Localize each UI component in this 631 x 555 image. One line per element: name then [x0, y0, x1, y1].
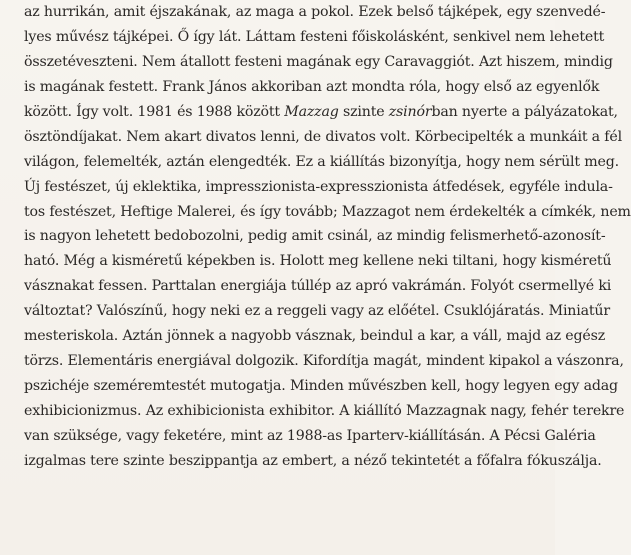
text-segment: között. Így volt. 1981 és 1988 között [24, 103, 285, 120]
text-segment: mesteriskola. Aztán jönnek a nagyobb vásznak, beindul a kar, a váll, majd az egész [24, 328, 605, 345]
text-segment: lyes művész tájképei. Ő így lát. Láttam festeni főiskolásként, senkivel nem lehetett [24, 28, 605, 45]
text-line [24, 399, 625, 424]
text-line [24, 349, 624, 374]
text-segment: szinte [338, 103, 389, 120]
text-line [24, 125, 622, 150]
text-segment: ösztöndíjakat. Nem akart divatos lenni, de divatos volt. Körbecipelték a munkáit a fél [24, 128, 622, 145]
text-line [24, 249, 612, 274]
text-line [24, 50, 613, 75]
text-line [24, 299, 610, 324]
text-segment: ható. Még a kisméretű képekben is. Holott meg kellene neki tiltani, hogy kisméretű [24, 253, 612, 270]
italic-text: Mazzag [284, 103, 339, 120]
text-line [24, 175, 613, 200]
text-line [24, 75, 600, 100]
text-segment: vásznakat fessen. Parttalan energiája túllép az apró vakrámán. Folyót csermellyé ki [24, 278, 612, 295]
text-segment: változtat? Valószínű, hogy neki ez a reggeli vagy az előétel. Csuklójáratás. Miniatűr [24, 303, 610, 320]
text-line [24, 200, 631, 225]
text-line [24, 25, 605, 50]
text-line [24, 100, 618, 125]
text-segment: az hurrikán, amit éjszakának, az maga a pokol. Ezek belső tájképek, egy szenvedé- [24, 4, 606, 20]
text-segment: összetéveszteni. Nem átallott festeni magának egy Caravaggiót. Azt hiszem, mindig [24, 53, 613, 70]
text-segment: is magának festett. Frank János akkoriban azt mondta róla, hogy első az egyenlők [24, 78, 600, 95]
text-line [24, 274, 612, 299]
text-segment: exhibicionizmus. Az exhibicionista exhibitor. A kiállító Mazzagnak nagy, fehér terekre [24, 403, 625, 419]
text-segment: törzs. Elementáris energiával dolgozik. Kifordítja magát, mindent kipakol a vászonra, [24, 353, 624, 370]
text-line [24, 0, 606, 25]
text-line [24, 374, 618, 399]
body-text [24, 0, 631, 474]
text-line [24, 224, 606, 249]
text-line [24, 324, 605, 349]
text-segment: ban nyerte a pályázatokat, [431, 103, 618, 120]
italic-text: zsinór [388, 103, 432, 120]
text-segment: pszichéje szeméremtestét mutogatja. Minden művészben kell, hogy legyen egy adag [24, 378, 618, 395]
text-line [24, 449, 602, 474]
text-segment: világon, felemelték, aztán elengedték. Ez a kiállítás bizonyítja, hogy nem sérült meg. [24, 153, 619, 170]
text-segment: is nagyon lehetett bedobozolni, pedig amit csinál, az mindig felismerhető-azonosít- [24, 228, 606, 245]
text-segment: tos festészet, Heftige Malerei, és így tovább; Mazzagot nem érdekelték a címkék, nem [24, 203, 631, 220]
text-line [24, 150, 619, 175]
text-segment: izgalmas tere szinte beszippantja az embert, a néző tekintetét a főfalra fókuszálja. [24, 452, 602, 469]
text-line [24, 424, 596, 449]
text-segment: Új festészet, új eklektika, impresszionista-expresszionista átfedések, egyféle indula- [24, 178, 613, 195]
text-segment: van szüksége, vagy feketére, mint az 1988-as Iparterv-kiállításán. A Pécsi Galéria [24, 427, 596, 444]
